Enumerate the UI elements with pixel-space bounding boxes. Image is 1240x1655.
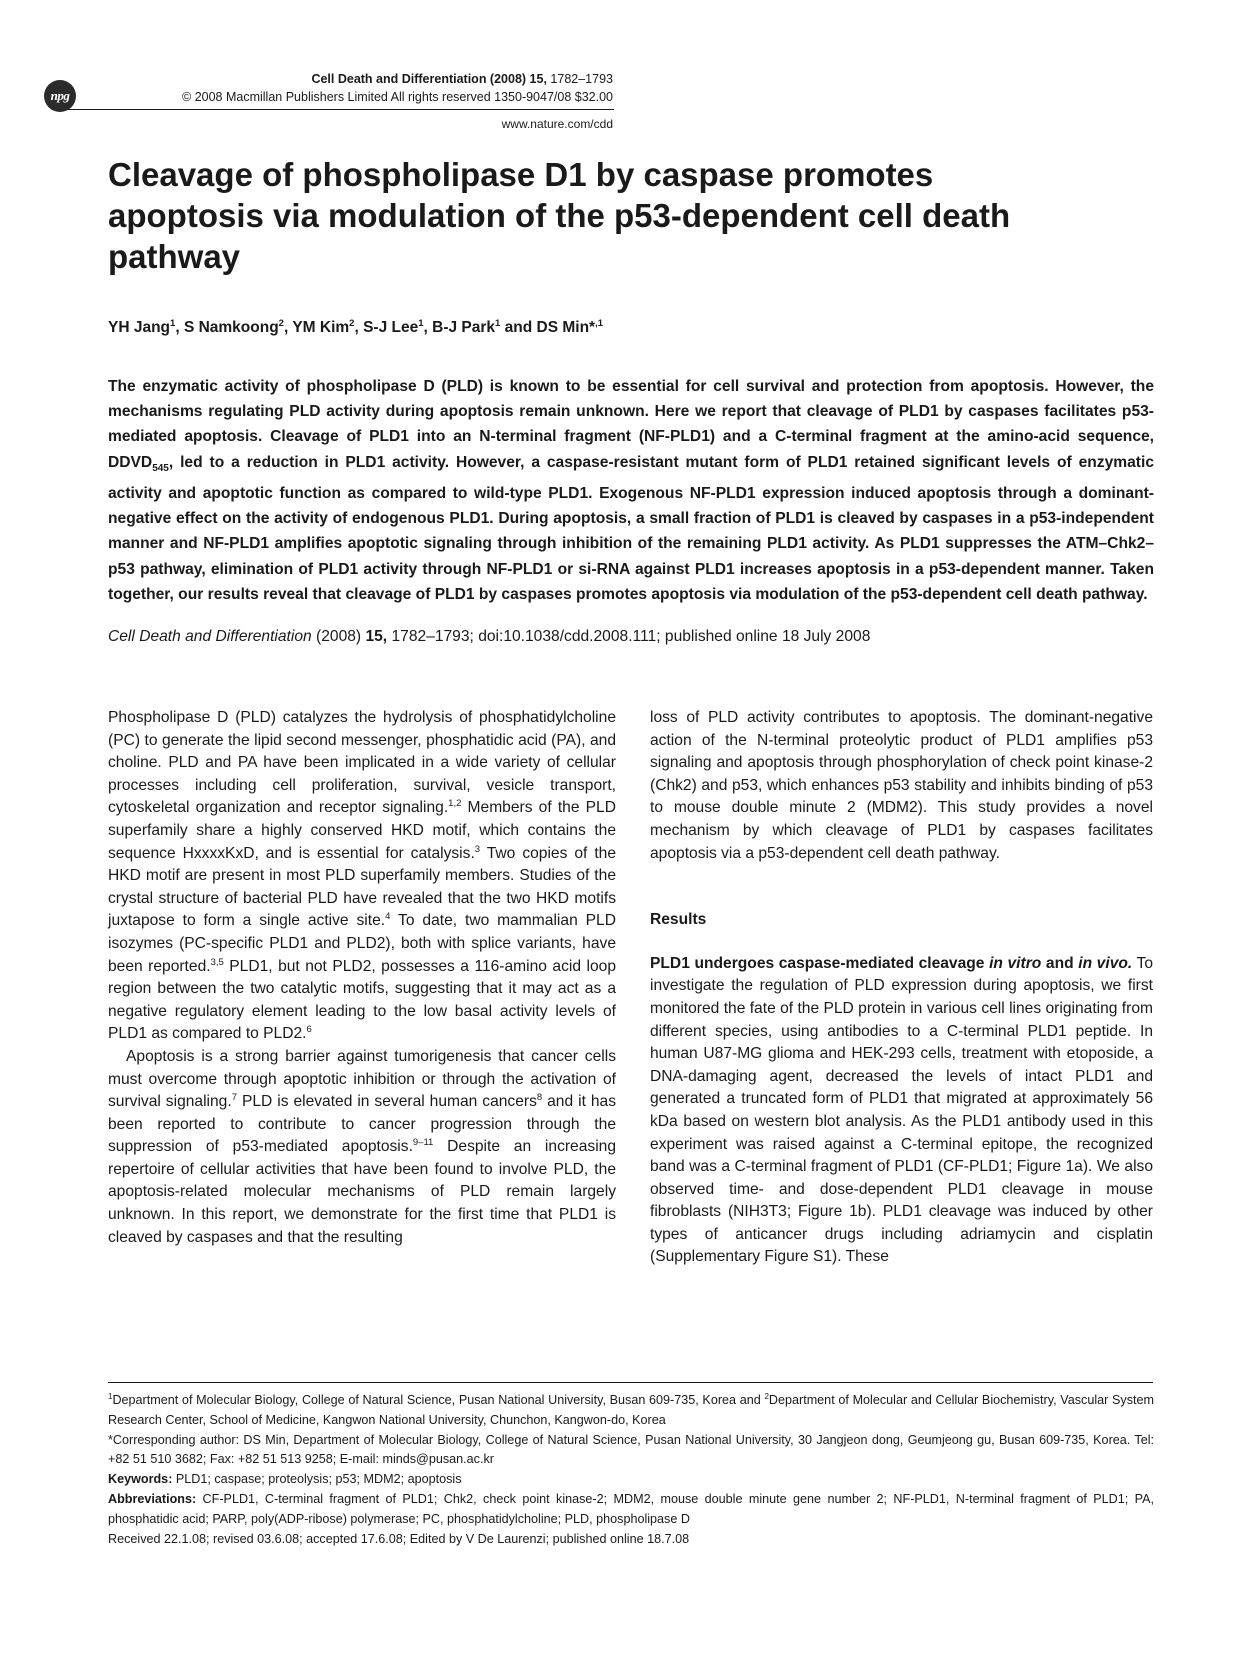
citation-volume: 15, bbox=[365, 628, 388, 645]
reference-sup[interactable]: 4 bbox=[385, 911, 391, 923]
text-run: Two copies of the HKD motif are present in most PLD superfamily members. Studies of the crystal structure of bacterial PLD have revealed that the two HKD motifs juxtapose to form a single active site. bbox=[108, 844, 616, 930]
abbreviations-line bbox=[108, 1490, 1154, 1530]
text-run: To date, two mammalian PLD isozymes (PC-specific PLD1 and PLD2), both with splice variants, have been reported. bbox=[108, 912, 616, 975]
citation-details: 1782–1793; doi:10.1038/cdd.2008.111; published online 18 July 2008 bbox=[387, 628, 871, 645]
text-run: Despite an increasing repertoire of cellular activities that have been found to involve PLD, the apoptosis-related molecular mechanisms of PLD remain largely unknown. In this report, we demonstrate for the first time that PLD1 is cleaved by caspases and that the resulting bbox=[108, 1138, 617, 1246]
journal-header bbox=[311, 72, 613, 86]
text-run: Members of the PLD superfamily share a highly conserved HKD motif, which contains the sequence HxxxxKxD, and is essential for catalysis. bbox=[108, 799, 616, 862]
text-run: and bbox=[1041, 954, 1079, 972]
author-separator: , bbox=[283, 319, 293, 337]
author-name: YM Kim bbox=[292, 319, 350, 337]
affiliation-2: Department of Molecular and Cellular Biochemistry, Vascular System Research Center, School of Medicine, Kangwon National University, Chunchon, Kangwon-do, Korea bbox=[108, 1393, 1154, 1427]
results-paragraph-1 bbox=[650, 953, 1153, 1269]
text-run: Phospholipase D (PLD) catalyzes the hydrolysis of phosphatidylcholine (PC) to generate the lipid second messenger, phosphatidic acid (PA), and choline. PLD and PA have been implicated in a wide variety of cellular processes including cell proliferation, survival, vesicle transport, cytoskeletal organization and receptor signaling. bbox=[108, 709, 616, 817]
section-heading-results: Results bbox=[650, 911, 707, 929]
reference-sup[interactable]: 1,2 bbox=[448, 798, 462, 810]
intro-paragraph-1 bbox=[108, 707, 616, 1046]
author-affiliation-sup: 1 bbox=[170, 318, 176, 329]
corresponding-author: *Corresponding author: DS Min, Department of Molecular Biology, College of Natural Science, Pusan National University, 30 Jangjeon dong, Geumjeong gu, Busan 609-735, Korea. Tel: +82 51 510 3682; Fax: +82 51 513 9258; E-mail: minds@pusan.ac.kr bbox=[108, 1432, 1154, 1467]
affiliation-sup: 1 bbox=[108, 1391, 113, 1401]
reference-sup[interactable]: 3 bbox=[474, 843, 481, 855]
footnotes bbox=[108, 1391, 1154, 1549]
author-separator: , bbox=[354, 319, 364, 337]
author-separator: and bbox=[500, 319, 537, 337]
footnote-rule bbox=[108, 1382, 1153, 1383]
text-run: To investigate the regulation of PLD expression during apoptosis, we first monitored the fate of the PLD protein in various cell lines originating from different species, using antibodies to a C-terminal PLD1 peptide. In human U87-MG glioma and HEK-293 cells, treatment with etoposide, a DNA-damaging agent, decreased the levels of intact PLD1 and generated a truncated form of PLD1 that migrated at approximately 56 kDa based on western blot analysis. As the PLD1 antibody used in this experiment was raised against a C-terminal epitope, the recognized band was a C-terminal fragment of PLD1 (CF-PLD1; Figure 1a). We also observed time- and dose-dependent PLD1 cleavage in mouse fibroblasts (NIH3T3; Figure 1b). PLD1 cleavage was induced by other types of anticancer drugs including adriamycin and cisplatin (Supplementary Figure S1). These bbox=[650, 954, 1154, 1266]
affiliation-1: Department of Molecular Biology, College of Natural Science, Pusan National University, Busan 609-735, Korea and bbox=[112, 1393, 765, 1407]
citation-journal: Cell Death and Differentiation bbox=[108, 628, 312, 645]
reference-sup[interactable]: 7 bbox=[231, 1091, 237, 1103]
author-affiliation-sup: 1 bbox=[495, 318, 501, 329]
keywords-text: PLD1; caspase; proteolysis; p53; MDM2; apoptosis bbox=[172, 1472, 462, 1487]
text-run: PLD1 undergoes caspase-mediated cleavage bbox=[650, 954, 990, 972]
journal-volume: 15, bbox=[529, 72, 547, 86]
received-line: Received 22.1.08; revised 03.6.08; accepted 17.6.08; Edited by V De Laurenzi; published online 18.7.08 bbox=[108, 1531, 690, 1546]
body-left-column bbox=[108, 707, 616, 1249]
affiliations bbox=[108, 1391, 1154, 1431]
author-name: B-J Park bbox=[432, 319, 496, 337]
citation-line bbox=[108, 628, 870, 646]
author-affiliation-sup: 1 bbox=[418, 318, 424, 329]
body-right-column bbox=[650, 707, 1153, 1269]
intro-paragraph-3: loss of PLD activity contributes to apoptosis. The dominant-negative action of the N-terminal proteolytic product of PLD1 amplifies p53 signaling and apoptosis through phosphorylation of check point kinase-2 (Chk2) and p53, which enhances p53 stability and inhibits binding of p53 to mouse double minute 2 (MDM2). This study provides a novel mechanism by which cleavage of PLD1 by caspases facilitates apoptosis via a p53-dependent cell death pathway. bbox=[650, 709, 1153, 862]
text-run-italic: in vitro bbox=[989, 954, 1042, 972]
affiliation-sup: 2 bbox=[764, 1391, 769, 1401]
article-title: Cleavage of phospholipase D1 by caspase promotes apoptosis via modulation of the p53-dependent cell death pathway bbox=[108, 156, 1011, 275]
abstract-part-2: , led to a reduction in PLD1 activity. However, a caspase-resistant mutant form of PLD1 retained significant levels of enzymatic activity and apoptotic function as compared to wild-type PLD1. Exogenous NF-PLD1 expression induced apoptosis through a dominant-negative effect on the activity of endogenous PLD1. During apoptosis, a small fraction of PLD1 is cleaved by caspases in a p53-independent manner and NF-PLD1 amplifies apoptotic signaling through inhibition of the remaining PLD1 activity. As PLD1 suppresses the ATM–Chk2–p53 pathway, elimination of PLD1 activity through NF-PLD1 or si-RNA against PLD1 increases apoptosis in a p53-dependent manner. Taken together, our results reveal that cleavage of PLD1 by caspases promotes apoptosis via modulation of the p53-dependent cell death pathway. bbox=[108, 453, 1154, 603]
text-run: PLD is elevated in several human cancers bbox=[237, 1093, 537, 1111]
abstract bbox=[108, 374, 1154, 607]
text-run: PLD1, but not PLD2, possesses a 116-amino acid loop region between the two catalytic motifs, suggesting that it may act as a negative regulatory element leading to the low basal activity levels of PLD1 as compared to PLD2. bbox=[108, 957, 616, 1043]
author-affiliation-sup: ,1 bbox=[595, 318, 604, 329]
journal-website[interactable]: www.nature.com/cdd bbox=[501, 117, 613, 131]
text-run-italic: in vivo. bbox=[1078, 954, 1133, 972]
subsection-title bbox=[650, 955, 1132, 972]
author-separator: , bbox=[175, 319, 184, 337]
copyright-line: © 2008 Macmillan Publishers Limited All rights reserved 1350-9047/08 $32.00 bbox=[182, 90, 613, 104]
citation-year: (2008) bbox=[311, 628, 366, 645]
reference-sup[interactable]: 9–11 bbox=[412, 1137, 434, 1149]
npg-logo: npg bbox=[44, 80, 76, 112]
author-name: DS Min* bbox=[536, 319, 596, 337]
abbreviations-text: CF-PLD1, C-terminal fragment of PLD1; Chk2, check point kinase-2; MDM2, mouse double minute gene number 2; NF-PLD1, N-terminal fragment of PLD1; PA, phosphatidic acid; PARP, poly(ADP-ribose) polymerase; PC, phosphatidylcholine; PLD, phospholipase D bbox=[108, 1491, 1154, 1526]
reference-sup[interactable]: 3,5 bbox=[210, 956, 224, 968]
abbreviations-label: Abbreviations: bbox=[108, 1491, 197, 1506]
header-rule bbox=[68, 109, 614, 110]
reference-sup[interactable]: 8 bbox=[536, 1091, 543, 1103]
abstract-subscript: 545 bbox=[152, 462, 169, 474]
author-separator: , bbox=[423, 319, 433, 337]
author-list bbox=[108, 318, 603, 337]
text-run: and it has been reported to contribute to cancer progression through the suppression of p53-mediated apoptosis. bbox=[108, 1093, 616, 1156]
journal-name: Cell Death and Differentiation (2008) bbox=[311, 72, 527, 86]
author-name: S Namkoong bbox=[183, 319, 279, 337]
intro-paragraph-2 bbox=[108, 1046, 616, 1249]
keywords-label: Keywords: bbox=[108, 1472, 173, 1487]
journal-pages: 1782–1793 bbox=[550, 72, 613, 86]
text-run: Apoptosis is a strong barrier against tumorigenesis that cancer cells must overcome through apoptotic inhibition or through the activation of survival signaling. bbox=[108, 1047, 616, 1111]
reference-sup[interactable]: 6 bbox=[306, 1024, 312, 1036]
author-name: S-J Lee bbox=[363, 319, 419, 337]
abstract-part-1: The enzymatic activity of phospholipase D (PLD) is known to be essential for cell survival and protection from apoptosis. However, the mechanisms regulating PLD activity during apoptosis remain unknown. Here we report that cleavage of PLD1 by caspases facilitates p53-mediated apoptosis. Cleavage of PLD1 into an N-terminal fragment (NF-PLD1) and a C-terminal fragment at the amino-acid sequence, DDVD bbox=[108, 378, 1154, 471]
author-affiliation-sup: 2 bbox=[278, 318, 284, 329]
keywords-line bbox=[108, 1470, 1154, 1490]
author-name: YH Jang bbox=[108, 319, 171, 337]
author-affiliation-sup: 2 bbox=[349, 318, 355, 329]
